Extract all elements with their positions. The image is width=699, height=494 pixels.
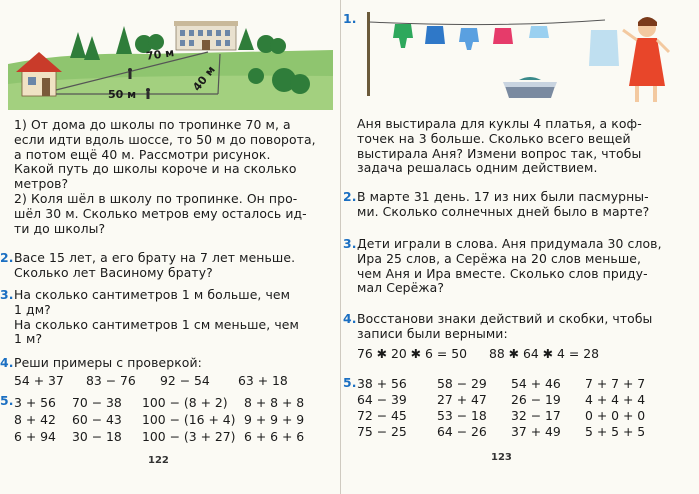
math-expression: 60 − 43 [72, 412, 122, 427]
math-expression: 8 + 42 [14, 412, 56, 427]
text-line: Аня выстирала для куклы 4 платья, а коф- [357, 116, 642, 131]
task-marker: 3. [343, 236, 357, 251]
math-expression: 8 + 8 + 8 [244, 395, 305, 410]
text-line: метров? [14, 176, 69, 192]
math-expression: 72 − 45 [357, 408, 407, 423]
math-expression: 83 − 76 [86, 373, 136, 388]
math-column [14, 394, 56, 445]
math-expression: 75 − 25 [357, 424, 407, 439]
task-marker: 1. [343, 11, 357, 26]
math-expression: 26 − 19 [511, 392, 561, 407]
text-line: Васе 15 лет, а его брату на 7 лет меньше. [14, 250, 296, 265]
text-line: 1 м? [14, 331, 43, 347]
math-column [511, 376, 561, 440]
task-marker: 5. [0, 393, 14, 408]
math-expression: 100 − (8 + 2) [142, 395, 228, 410]
page-number: 123 [491, 452, 512, 463]
math-expression: 27 + 47 [437, 392, 487, 407]
girl-figure [589, 17, 669, 102]
text-line: Сколько лет Васиному брату? [14, 264, 213, 280]
math-expression: 7 + 7 + 7 [585, 376, 646, 391]
wash-basin [503, 77, 557, 98]
text-line: Восстанови знаки действий и скобки, чтобы [357, 311, 653, 326]
left-task2 [14, 251, 295, 281]
page-number: 122 [148, 455, 169, 466]
math-column [357, 376, 407, 440]
math-column [437, 376, 487, 440]
text-line: выстирала Аня? Измени вопрос так, чтобы [357, 145, 642, 161]
math-expression: 6 + 94 [14, 429, 56, 444]
math-expression: 54 + 37 [14, 373, 64, 388]
text-line: Какой путь до школы короче и на сколько [14, 161, 297, 177]
math-column [72, 394, 122, 445]
left-task4-title: Реши примеры с проверкой: [14, 355, 202, 370]
math-column [142, 394, 236, 445]
math-expression: 3 + 56 [14, 395, 56, 410]
text-line: задача решалась одним действием. [357, 160, 598, 176]
text-line: В марте 31 день. 17 из них были пасмурны- [357, 189, 649, 204]
equation: 88 ✱ 64 ✱ 4 = 28 [489, 346, 599, 361]
math-column [585, 376, 645, 440]
math-expression: 64 − 26 [437, 424, 487, 439]
math-expression: 100 − (16 + 4) [142, 412, 236, 427]
math-expression: 9 + 9 + 9 [244, 412, 305, 427]
text-line: На сколько сантиметров 1 см меньше, чем [14, 316, 299, 332]
right-task1 [357, 117, 642, 176]
task-marker: 2. [0, 250, 14, 265]
text-line: На сколько сантиметров 1 м больше, чем [14, 287, 291, 302]
left-page [0, 0, 341, 494]
math-expression: 5 + 5 + 5 [585, 424, 646, 439]
right-task4 [357, 312, 652, 342]
path-illustration [8, 14, 333, 110]
text-line: ти до школы? [14, 220, 106, 236]
left-task3 [14, 288, 299, 347]
math-expression: 37 + 49 [511, 424, 561, 439]
task-marker: 2. [343, 189, 357, 204]
math-expression: 4 + 4 + 4 [585, 392, 646, 407]
right-task3 [357, 237, 662, 296]
text-line: если идти вдоль шоссе, то 50 м до поворота, [14, 131, 316, 147]
math-expression: 0 + 0 + 0 [585, 408, 646, 423]
clothesline-illustration [355, 8, 693, 106]
task-marker: 5. [343, 375, 357, 390]
math-expression: 100 − (3 + 27) [142, 429, 236, 444]
text-line: точек на 3 больше. Сколько всего вещей [357, 130, 631, 146]
label-path-40: 40 м [190, 63, 218, 94]
text-line: мал Серёжа? [357, 280, 444, 296]
math-expression: 58 − 29 [437, 376, 487, 391]
math-expression: 30 − 18 [72, 429, 122, 444]
text-line: 1 дм? [14, 301, 51, 317]
text-line: Ира 25 слов, а Серёжа на 20 слов меньше, [357, 250, 642, 266]
label-path-70: 70 м [145, 46, 175, 63]
school-building [174, 21, 238, 50]
left-task1 [14, 118, 316, 236]
math-expression: 6 + 6 + 6 [244, 429, 305, 444]
task-marker: 3. [0, 287, 14, 302]
math-expression: 92 − 54 [160, 373, 210, 388]
math-expression: 64 − 39 [357, 392, 407, 407]
label-path-50: 50 м [108, 88, 137, 101]
text-line: ми. Сколько солнечных дней было в марте? [357, 203, 650, 219]
text-line: записи были верными: [357, 325, 508, 341]
text-line: чем Аня и Ира вместе. Сколько слов приду- [357, 265, 648, 281]
laundry-items [393, 24, 549, 50]
right-page [341, 0, 699, 494]
equation: 76 ✱ 20 ✱ 6 = 50 [357, 346, 467, 361]
math-column [244, 394, 304, 445]
math-expression: 53 − 18 [437, 408, 487, 423]
math-expression: 54 + 46 [511, 376, 561, 391]
text-line: 2) Коля шёл в школу по тропинке. Он про- [14, 190, 298, 206]
text-line: шёл 30 м. Сколько метров ему осталось ид- [14, 205, 307, 221]
text-line: Дети играли в слова. Аня придумала 30 слов, [357, 236, 662, 251]
text-line: 1) От дома до школы по тропинке 70 м, а [14, 117, 291, 132]
math-expression: 70 − 38 [72, 395, 122, 410]
task-marker: 4. [343, 311, 357, 326]
math-expression: 38 + 56 [357, 376, 407, 391]
right-task2 [357, 190, 649, 220]
text-line: а потом ещё 40 м. Рассмотри рисунок. [14, 146, 271, 162]
math-expression: 32 − 17 [511, 408, 561, 423]
math-expression: 63 + 18 [238, 373, 288, 388]
task-marker: 4. [0, 355, 14, 370]
